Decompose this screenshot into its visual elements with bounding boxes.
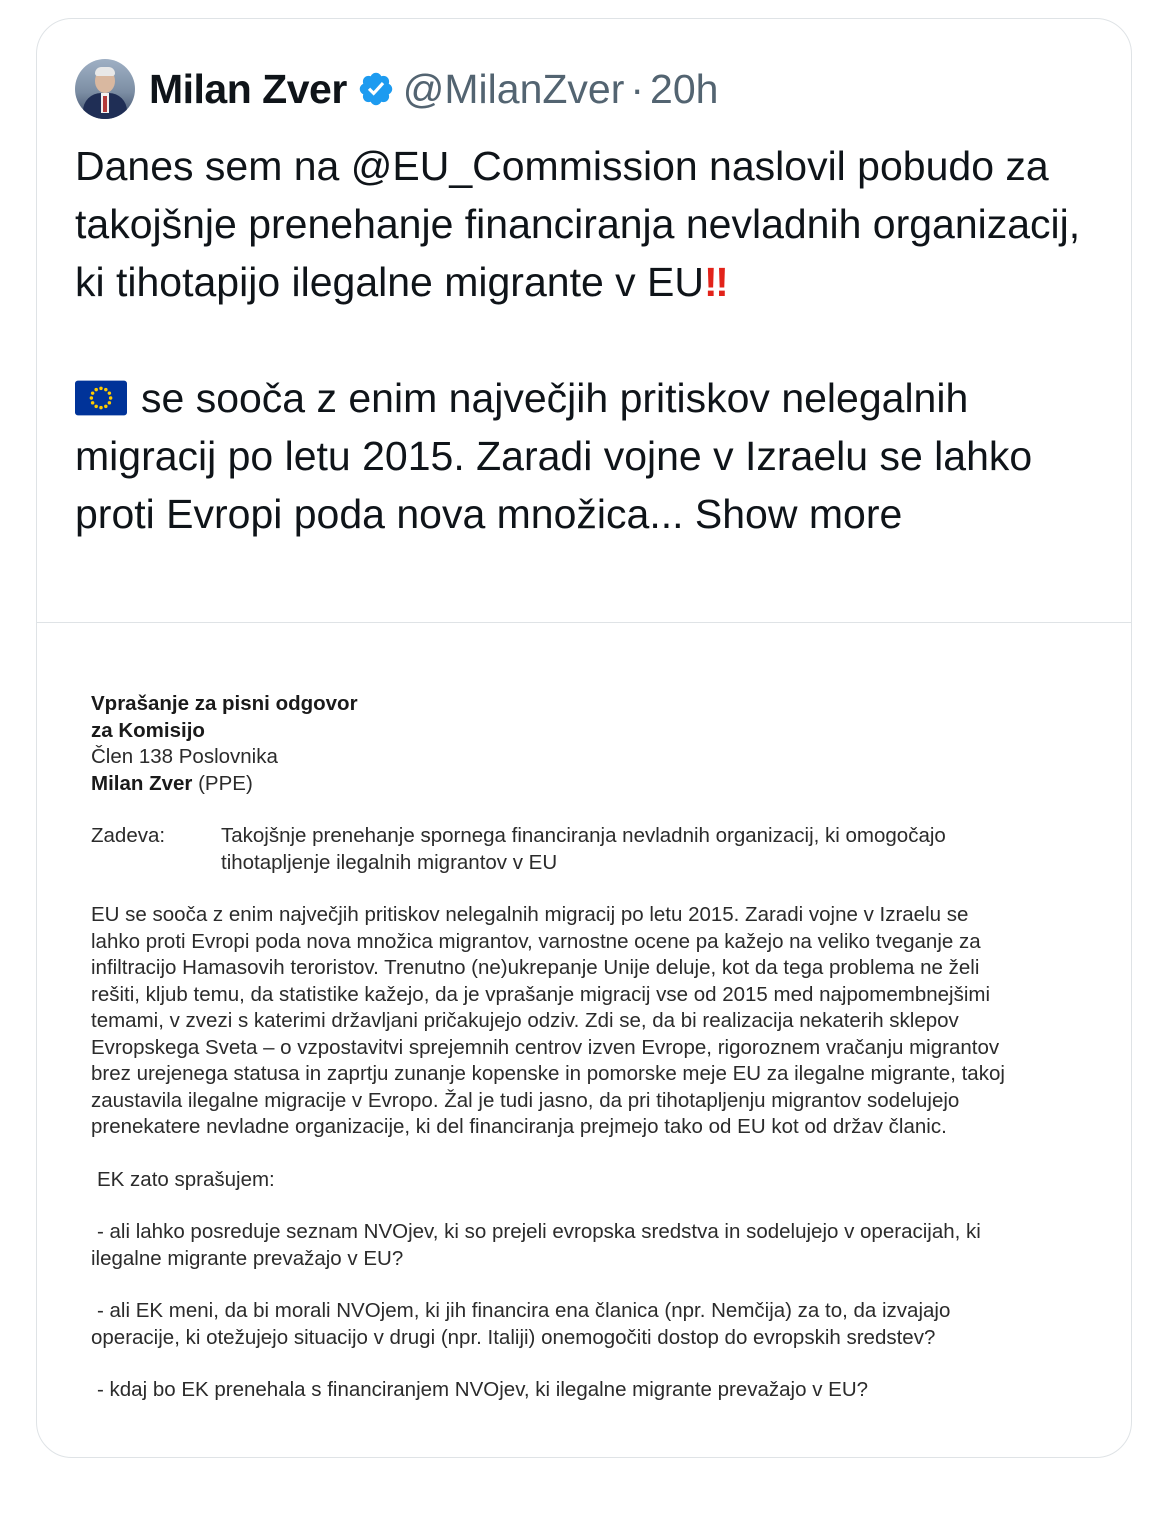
- doc-q2-line-1: - ali EK meni, da bi morali NVOjem, ki jih financira ena članica (npr. Nemčija) za to, da izvajajo: [97, 1299, 951, 1322]
- doc-body-line: rešiti, kljub temu, da statistike kažejo, da je vprašanje migracij vse od 2015 med najpomembnejšimi: [91, 982, 991, 1006]
- verified-badge-icon: [357, 70, 395, 108]
- doc-q1-line-1: - ali lahko posreduje seznam NVOjev, ki so prejeli evropska sredstva in sodelujejo v operacijah, ki: [97, 1220, 981, 1243]
- tweet-paragraph-1: [75, 137, 1085, 311]
- doc-body-line: infiltracijo Hamasovih teroristov. Trenutno (ne)ukrepanje Unije deluje, kot da tega problema ne želi: [91, 956, 980, 979]
- doc-body-line: zaustavila ilegalne migracije v Evropo. Žal je tudi jasno, da pri tihotapljenju migrantov sodelujejo: [91, 1088, 960, 1112]
- doc-body-line: prenekatere nevladne organizacije, ki del financiranja prejmejo tako od EU kot od držav članic.: [91, 1115, 947, 1138]
- eu-flag-icon: [75, 380, 127, 416]
- tweet-text: [75, 137, 1085, 543]
- doc-body: [91, 902, 1121, 1141]
- doc-question-2: [91, 1298, 1121, 1351]
- attached-document-image[interactable]: [91, 691, 1121, 1404]
- doc-body-line: lahko proti Evropi poda nova množica migrantov, varnostne ocene pa kažejo na veliko tveganje za: [91, 929, 981, 953]
- author-handle[interactable]: @MilanZver: [402, 65, 625, 112]
- doc-question-3: - kdaj bo EK prenehala s financiranjem NVOjev, ki ilegalne migrante prevažajo v EU?: [97, 1378, 869, 1401]
- doc-subject-label: Zadeva:: [91, 824, 166, 847]
- doc-author-line: [91, 771, 1121, 798]
- doc-subject-text: [221, 823, 946, 876]
- doc-subject: [91, 823, 1121, 876]
- doc-party: (PPE): [198, 771, 253, 795]
- avatar[interactable]: [75, 59, 135, 119]
- tweet-card[interactable]: [36, 18, 1132, 1458]
- doc-intro: EK zato sprašujem:: [97, 1167, 275, 1191]
- separator-dot: ·: [630, 65, 645, 112]
- doc-subject-line-2: tihotapljenje ilegalnih migrantov v EU: [221, 850, 558, 874]
- tweet-header: [75, 57, 718, 121]
- doc-body-line: temami, v zvezi s katerimi državljani pričakujejo odziv. Zdi se, da bi realizacija nekaterih sklepov: [91, 1009, 959, 1032]
- doc-article: Člen 138 Poslovnika: [91, 745, 278, 768]
- doc-heading-2: za Komisijo: [91, 718, 205, 742]
- paragraph-2-text: se sooča z enim največjih pritiskov nelegalnih migracij po letu 2015. Zaradi vojne v Izraelu se lahko proti Evropi poda nova množica...: [75, 375, 1033, 537]
- paragraph-1-text: Danes sem na @EU_Commission naslovil pobudo za takojšnje prenehanje financiranja nevladnih organizacij, ki tihotapijo ilegalne migrante v EU: [75, 143, 1081, 305]
- doc-author: Milan Zver: [91, 771, 193, 795]
- show-more-link[interactable]: Show more: [694, 491, 903, 537]
- doc-body-line: Evropskega Sveta – o vzpostavitvi sprejemnih centrov izven Evrope, rigoroznem vračanju migrantov: [91, 1035, 1000, 1059]
- author-name[interactable]: Milan Zver: [149, 65, 347, 112]
- tweet-paragraph-2: [75, 369, 1085, 543]
- doc-question-1: [91, 1219, 1121, 1272]
- doc-heading-1: Vprašanje za pisni odgovor: [91, 692, 358, 715]
- tweet-time[interactable]: 20h: [650, 65, 719, 112]
- doc-q2-line-2: operacije, ki otežujejo situacijo v drugi (npr. Italiji) onemogočiti dostop do evropskih sredstev?: [91, 1325, 936, 1349]
- doc-subject-line-1: Takojšnje prenehanje spornega financiranja nevladnih organizacij, ki omogočajo: [221, 824, 946, 847]
- doc-q1-line-2: ilegalne migrante prevažajo v EU?: [91, 1246, 404, 1270]
- double-exclamation-icon: ‼: [704, 259, 723, 305]
- doc-body-line: brez urejenega statusa in zaprtju zunanje kopenske in pomorske meje EU za ilegalne migrante, takoj: [91, 1062, 1005, 1085]
- doc-body-line: EU se sooča z enim največjih pritiskov nelegalnih migracij po letu 2015. Zaradi vojne v Izraelu se: [91, 903, 969, 926]
- media-divider: [37, 622, 1131, 623]
